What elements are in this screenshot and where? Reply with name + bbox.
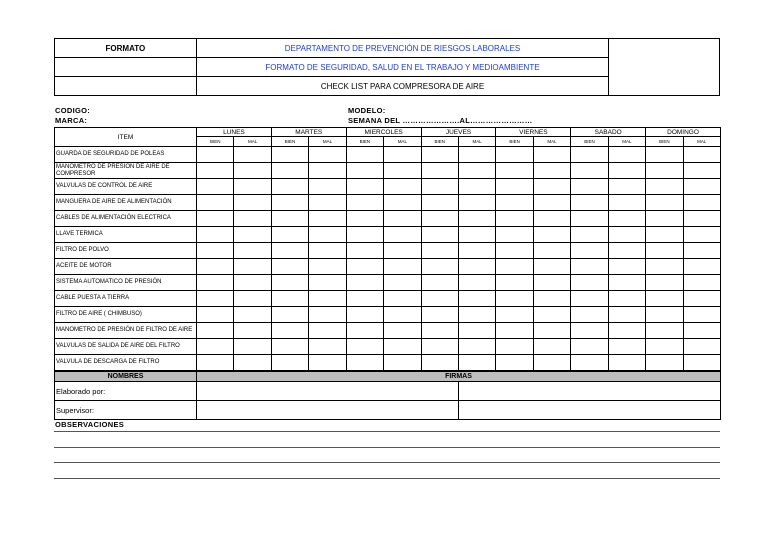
mal-check-cell[interactable] bbox=[309, 259, 346, 275]
elaborado-label: Elaborado por: bbox=[55, 382, 197, 401]
observaciones-label: OBSERVACIONES bbox=[55, 420, 125, 429]
bien-check-cell[interactable] bbox=[496, 355, 533, 371]
bien-check-cell[interactable] bbox=[571, 275, 608, 291]
mal-check-cell[interactable] bbox=[608, 291, 645, 307]
bien-check-cell[interactable] bbox=[346, 163, 383, 179]
table-row bbox=[55, 227, 721, 243]
bien-check-cell[interactable] bbox=[571, 227, 608, 243]
day-header: VIERNES bbox=[496, 128, 571, 137]
mal-check-cell[interactable] bbox=[608, 307, 645, 323]
mal-check-cell[interactable] bbox=[384, 195, 421, 211]
bien-check-cell[interactable] bbox=[271, 179, 308, 195]
mal-check-cell[interactable] bbox=[458, 307, 495, 323]
bien-check-cell[interactable] bbox=[346, 195, 383, 211]
mal-check-cell[interactable] bbox=[234, 259, 271, 275]
mal-check-cell[interactable] bbox=[683, 211, 720, 227]
mal-check-cell[interactable] bbox=[683, 227, 720, 243]
mal-check-cell[interactable] bbox=[533, 339, 570, 355]
mal-check-cell[interactable] bbox=[234, 291, 271, 307]
bien-check-cell[interactable] bbox=[646, 307, 683, 323]
table-row bbox=[55, 179, 721, 195]
mal-check-cell[interactable] bbox=[384, 307, 421, 323]
mal-check-cell[interactable] bbox=[533, 243, 570, 259]
bien-check-cell[interactable] bbox=[346, 147, 383, 163]
bien-check-cell[interactable] bbox=[197, 227, 234, 243]
bien-check-cell[interactable] bbox=[496, 227, 533, 243]
checklist-title: CHECK LIST PARA COMPRESORA DE AIRE bbox=[196, 77, 608, 96]
bien-subheader: BIEN bbox=[421, 137, 458, 147]
bien-check-cell[interactable] bbox=[421, 339, 458, 355]
mal-check-cell[interactable] bbox=[309, 323, 346, 339]
supervisor-signature-field[interactable] bbox=[459, 401, 721, 420]
bien-check-cell[interactable] bbox=[646, 147, 683, 163]
mal-check-cell[interactable] bbox=[608, 179, 645, 195]
bien-check-cell[interactable] bbox=[271, 211, 308, 227]
mal-check-cell[interactable] bbox=[458, 355, 495, 371]
mal-check-cell[interactable] bbox=[309, 147, 346, 163]
bien-check-cell[interactable] bbox=[421, 291, 458, 307]
mal-check-cell[interactable] bbox=[458, 227, 495, 243]
bien-check-cell[interactable] bbox=[496, 211, 533, 227]
bien-check-cell[interactable] bbox=[496, 179, 533, 195]
bien-check-cell[interactable] bbox=[496, 323, 533, 339]
table-row bbox=[55, 291, 721, 307]
mal-check-cell[interactable] bbox=[309, 355, 346, 371]
mal-check-cell[interactable] bbox=[533, 179, 570, 195]
bien-check-cell[interactable] bbox=[646, 355, 683, 371]
bien-check-cell[interactable] bbox=[571, 211, 608, 227]
elaborado-name-field[interactable] bbox=[197, 382, 459, 401]
mal-check-cell[interactable] bbox=[533, 307, 570, 323]
mal-check-cell[interactable] bbox=[458, 275, 495, 291]
bien-check-cell[interactable] bbox=[646, 275, 683, 291]
mal-check-cell[interactable] bbox=[309, 179, 346, 195]
bien-check-cell[interactable] bbox=[346, 307, 383, 323]
bien-check-cell[interactable] bbox=[421, 355, 458, 371]
mal-check-cell[interactable] bbox=[683, 307, 720, 323]
mal-check-cell[interactable] bbox=[309, 227, 346, 243]
bien-check-cell[interactable] bbox=[346, 275, 383, 291]
bien-check-cell[interactable] bbox=[197, 147, 234, 163]
mal-check-cell[interactable] bbox=[384, 163, 421, 179]
bien-check-cell[interactable] bbox=[496, 275, 533, 291]
mal-check-cell[interactable] bbox=[608, 163, 645, 179]
bien-subheader: BIEN bbox=[571, 137, 608, 147]
semana-label: SEMANA DEL ………………….AL…………………… bbox=[348, 116, 533, 125]
item-label: MANOMETRO DE PRESIÓN DE FILTRO DE AIRE bbox=[55, 323, 197, 339]
bien-check-cell[interactable] bbox=[197, 179, 234, 195]
bien-check-cell[interactable] bbox=[421, 227, 458, 243]
mal-check-cell[interactable] bbox=[608, 147, 645, 163]
header-table bbox=[54, 38, 720, 96]
bien-check-cell[interactable] bbox=[421, 243, 458, 259]
nombres-header: NOMBRES bbox=[55, 372, 197, 382]
bien-check-cell[interactable] bbox=[496, 147, 533, 163]
supervisor-label: Supervisor: bbox=[55, 401, 197, 420]
mal-check-cell[interactable] bbox=[458, 195, 495, 211]
bien-check-cell[interactable] bbox=[271, 323, 308, 339]
mal-check-cell[interactable] bbox=[533, 323, 570, 339]
mal-check-cell[interactable] bbox=[608, 259, 645, 275]
bien-check-cell[interactable] bbox=[197, 195, 234, 211]
bien-check-cell[interactable] bbox=[496, 163, 533, 179]
mal-check-cell[interactable] bbox=[533, 211, 570, 227]
mal-check-cell[interactable] bbox=[458, 179, 495, 195]
bien-check-cell[interactable] bbox=[571, 355, 608, 371]
item-label: GUARDA DE SEGURIDAD DE POLEAS bbox=[55, 147, 197, 163]
bien-check-cell[interactable] bbox=[197, 163, 234, 179]
mal-check-cell[interactable] bbox=[683, 275, 720, 291]
mal-check-cell[interactable] bbox=[608, 211, 645, 227]
bien-check-cell[interactable] bbox=[646, 195, 683, 211]
bien-check-cell[interactable] bbox=[421, 147, 458, 163]
mal-check-cell[interactable] bbox=[309, 275, 346, 291]
mal-check-cell[interactable] bbox=[608, 339, 645, 355]
bien-check-cell[interactable] bbox=[571, 323, 608, 339]
bien-check-cell[interactable] bbox=[421, 307, 458, 323]
bien-check-cell[interactable] bbox=[346, 339, 383, 355]
bien-check-cell[interactable] bbox=[271, 259, 308, 275]
mal-check-cell[interactable] bbox=[384, 275, 421, 291]
mal-check-cell[interactable] bbox=[533, 291, 570, 307]
mal-check-cell[interactable] bbox=[309, 291, 346, 307]
bien-check-cell[interactable] bbox=[271, 307, 308, 323]
bien-check-cell[interactable] bbox=[496, 339, 533, 355]
bien-check-cell[interactable] bbox=[197, 323, 234, 339]
table-row bbox=[55, 243, 721, 259]
bien-check-cell[interactable] bbox=[421, 259, 458, 275]
mal-check-cell[interactable] bbox=[683, 195, 720, 211]
mal-check-cell[interactable] bbox=[234, 227, 271, 243]
bien-check-cell[interactable] bbox=[346, 227, 383, 243]
mal-check-cell[interactable] bbox=[608, 227, 645, 243]
table-row bbox=[55, 163, 721, 179]
day-header: SABADO bbox=[571, 128, 646, 137]
bien-check-cell[interactable] bbox=[421, 195, 458, 211]
bien-subheader: BIEN bbox=[496, 137, 533, 147]
mal-check-cell[interactable] bbox=[533, 147, 570, 163]
codigo-label: CODIGO: bbox=[55, 106, 91, 115]
bien-check-cell[interactable] bbox=[646, 211, 683, 227]
mal-check-cell[interactable] bbox=[533, 259, 570, 275]
mal-check-cell[interactable] bbox=[608, 195, 645, 211]
bien-check-cell[interactable] bbox=[197, 243, 234, 259]
item-label: SISTEMA AUTOMATICO DE PRESIÓN bbox=[55, 275, 197, 291]
bien-check-cell[interactable] bbox=[646, 163, 683, 179]
day-header: JUEVES bbox=[421, 128, 496, 137]
bien-check-cell[interactable] bbox=[496, 243, 533, 259]
mal-check-cell[interactable] bbox=[683, 243, 720, 259]
bien-subheader: BIEN bbox=[346, 137, 383, 147]
bien-check-cell[interactable] bbox=[346, 323, 383, 339]
bien-subheader: BIEN bbox=[197, 137, 234, 147]
day-header: DOMINGO bbox=[646, 128, 721, 137]
bien-check-cell[interactable] bbox=[421, 163, 458, 179]
table-row bbox=[55, 195, 721, 211]
mal-check-cell[interactable] bbox=[683, 179, 720, 195]
bien-check-cell[interactable] bbox=[346, 179, 383, 195]
mal-check-cell[interactable] bbox=[683, 291, 720, 307]
bien-check-cell[interactable] bbox=[346, 291, 383, 307]
mal-check-cell[interactable] bbox=[384, 291, 421, 307]
item-label: CABLES DE ALIMENTACIÓN ELECTRICA bbox=[55, 211, 197, 227]
bien-check-cell[interactable] bbox=[571, 291, 608, 307]
table-row bbox=[55, 355, 721, 371]
supervisor-name-field[interactable] bbox=[197, 401, 459, 420]
mal-check-cell[interactable] bbox=[309, 211, 346, 227]
bien-check-cell[interactable] bbox=[271, 355, 308, 371]
mal-check-cell[interactable] bbox=[683, 355, 720, 371]
mal-check-cell[interactable] bbox=[234, 307, 271, 323]
bien-subheader: BIEN bbox=[646, 137, 683, 147]
logo-box bbox=[609, 39, 720, 96]
bien-check-cell[interactable] bbox=[271, 227, 308, 243]
mal-check-cell[interactable] bbox=[458, 163, 495, 179]
mal-check-cell[interactable] bbox=[384, 339, 421, 355]
table-row bbox=[55, 323, 721, 339]
bien-check-cell[interactable] bbox=[421, 211, 458, 227]
mal-check-cell[interactable] bbox=[234, 195, 271, 211]
firmas-header: FIRMAS bbox=[197, 372, 721, 382]
bien-check-cell[interactable] bbox=[571, 147, 608, 163]
bien-check-cell[interactable] bbox=[197, 307, 234, 323]
bien-check-cell[interactable] bbox=[197, 291, 234, 307]
day-header: MARTES bbox=[271, 128, 346, 137]
mal-subheader: MAL bbox=[384, 137, 421, 147]
mal-check-cell[interactable] bbox=[309, 163, 346, 179]
bien-check-cell[interactable] bbox=[271, 243, 308, 259]
header-empty-cell bbox=[55, 58, 197, 77]
bien-check-cell[interactable] bbox=[571, 195, 608, 211]
mal-check-cell[interactable] bbox=[309, 243, 346, 259]
mal-check-cell[interactable] bbox=[384, 211, 421, 227]
mal-check-cell[interactable] bbox=[533, 163, 570, 179]
mal-check-cell[interactable] bbox=[234, 147, 271, 163]
header-empty-cell bbox=[55, 77, 197, 96]
item-label: FILTRO DE POLVO bbox=[55, 243, 197, 259]
mal-check-cell[interactable] bbox=[309, 307, 346, 323]
table-row bbox=[55, 275, 721, 291]
table-row bbox=[55, 259, 721, 275]
mal-check-cell[interactable] bbox=[234, 355, 271, 371]
bien-check-cell[interactable] bbox=[571, 243, 608, 259]
bien-check-cell[interactable] bbox=[197, 355, 234, 371]
mal-check-cell[interactable] bbox=[384, 243, 421, 259]
bien-check-cell[interactable] bbox=[646, 339, 683, 355]
mal-subheader: MAL bbox=[458, 137, 495, 147]
bien-check-cell[interactable] bbox=[346, 259, 383, 275]
bien-check-cell[interactable] bbox=[571, 307, 608, 323]
item-label: ACEITE DE MOTOR bbox=[55, 259, 197, 275]
bien-check-cell[interactable] bbox=[421, 179, 458, 195]
mal-check-cell[interactable] bbox=[683, 163, 720, 179]
bien-check-cell[interactable] bbox=[496, 195, 533, 211]
day-header: LUNES bbox=[197, 128, 272, 137]
mal-check-cell[interactable] bbox=[234, 323, 271, 339]
bien-check-cell[interactable] bbox=[646, 179, 683, 195]
bien-check-cell[interactable] bbox=[271, 147, 308, 163]
bien-check-cell[interactable] bbox=[646, 259, 683, 275]
bien-check-cell[interactable] bbox=[271, 163, 308, 179]
item-label: LLAVE TERMICA bbox=[55, 227, 197, 243]
modelo-label: MODELO: bbox=[348, 106, 386, 115]
mal-check-cell[interactable] bbox=[458, 323, 495, 339]
bien-check-cell[interactable] bbox=[197, 275, 234, 291]
observation-line[interactable] bbox=[54, 462, 720, 463]
marca-label: MARCA: bbox=[55, 116, 88, 125]
mal-check-cell[interactable] bbox=[384, 259, 421, 275]
observation-line[interactable] bbox=[54, 447, 720, 448]
elaborado-signature-field[interactable] bbox=[459, 382, 721, 401]
mal-subheader: MAL bbox=[608, 137, 645, 147]
mal-check-cell[interactable] bbox=[683, 147, 720, 163]
mal-check-cell[interactable] bbox=[683, 259, 720, 275]
mal-check-cell[interactable] bbox=[309, 195, 346, 211]
form-subtitle: FORMATO DE SEGURIDAD, SALUD EN EL TRABAJO Y MEDIOAMBIENTE bbox=[196, 58, 608, 77]
table-row bbox=[55, 147, 721, 163]
bien-check-cell[interactable] bbox=[271, 339, 308, 355]
day-header: MIERCOLES bbox=[346, 128, 421, 137]
bien-check-cell[interactable] bbox=[571, 163, 608, 179]
bien-check-cell[interactable] bbox=[271, 275, 308, 291]
mal-subheader: MAL bbox=[234, 137, 271, 147]
bien-check-cell[interactable] bbox=[646, 243, 683, 259]
bien-check-cell[interactable] bbox=[646, 323, 683, 339]
bien-check-cell[interactable] bbox=[421, 275, 458, 291]
mal-check-cell[interactable] bbox=[608, 323, 645, 339]
bien-subheader: BIEN bbox=[271, 137, 308, 147]
bien-check-cell[interactable] bbox=[197, 339, 234, 355]
item-label: MANGUERA DE AIRE DE ALIMENTACIÓN bbox=[55, 195, 197, 211]
bien-check-cell[interactable] bbox=[271, 195, 308, 211]
mal-check-cell[interactable] bbox=[458, 259, 495, 275]
bien-check-cell[interactable] bbox=[197, 259, 234, 275]
mal-check-cell[interactable] bbox=[533, 195, 570, 211]
mal-check-cell[interactable] bbox=[234, 163, 271, 179]
bien-check-cell[interactable] bbox=[496, 307, 533, 323]
checklist-table bbox=[54, 127, 721, 371]
mal-check-cell[interactable] bbox=[384, 147, 421, 163]
mal-check-cell[interactable] bbox=[533, 275, 570, 291]
observation-line[interactable] bbox=[54, 478, 720, 479]
item-label: MANOMETRO DE PRESIÓN DE AIRE DE COMPRESOR bbox=[55, 163, 197, 179]
mal-subheader: MAL bbox=[309, 137, 346, 147]
bien-check-cell[interactable] bbox=[421, 323, 458, 339]
bien-check-cell[interactable] bbox=[571, 339, 608, 355]
bien-check-cell[interactable] bbox=[571, 179, 608, 195]
bien-check-cell[interactable] bbox=[646, 291, 683, 307]
mal-check-cell[interactable] bbox=[384, 227, 421, 243]
table-row bbox=[55, 339, 721, 355]
mal-check-cell[interactable] bbox=[608, 355, 645, 371]
mal-check-cell[interactable] bbox=[384, 323, 421, 339]
observation-line[interactable] bbox=[54, 431, 720, 432]
mal-check-cell[interactable] bbox=[458, 147, 495, 163]
mal-check-cell[interactable] bbox=[234, 211, 271, 227]
mal-check-cell[interactable] bbox=[608, 243, 645, 259]
item-label: VALVULAS DE CONTROL DE AIRE bbox=[55, 179, 197, 195]
table-row bbox=[55, 307, 721, 323]
bien-check-cell[interactable] bbox=[496, 291, 533, 307]
mal-check-cell[interactable] bbox=[458, 339, 495, 355]
bien-check-cell[interactable] bbox=[496, 259, 533, 275]
mal-subheader: MAL bbox=[533, 137, 570, 147]
bien-check-cell[interactable] bbox=[346, 243, 383, 259]
table-row bbox=[55, 211, 721, 227]
mal-check-cell[interactable] bbox=[234, 243, 271, 259]
mal-check-cell[interactable] bbox=[608, 275, 645, 291]
bien-check-cell[interactable] bbox=[646, 227, 683, 243]
item-label: FILTRO DE AIRE ( CHIMBUSO) bbox=[55, 307, 197, 323]
bien-check-cell[interactable] bbox=[346, 355, 383, 371]
mal-check-cell[interactable] bbox=[384, 179, 421, 195]
mal-check-cell[interactable] bbox=[384, 355, 421, 371]
item-label: VALVULAS DE SALIDA DE AIRE DEL FILTRO bbox=[55, 339, 197, 355]
mal-check-cell[interactable] bbox=[533, 355, 570, 371]
bien-check-cell[interactable] bbox=[197, 211, 234, 227]
mal-check-cell[interactable] bbox=[234, 179, 271, 195]
mal-check-cell[interactable] bbox=[458, 211, 495, 227]
mal-check-cell[interactable] bbox=[234, 275, 271, 291]
bien-check-cell[interactable] bbox=[346, 211, 383, 227]
mal-subheader: MAL bbox=[683, 137, 720, 147]
item-header: ITEM bbox=[55, 128, 197, 147]
mal-check-cell[interactable] bbox=[683, 339, 720, 355]
signatures-table bbox=[54, 371, 721, 420]
mal-check-cell[interactable] bbox=[309, 339, 346, 355]
mal-check-cell[interactable] bbox=[533, 227, 570, 243]
mal-check-cell[interactable] bbox=[458, 291, 495, 307]
bien-check-cell[interactable] bbox=[571, 259, 608, 275]
item-label: VALVULA DE DESCARGA DE FILTRO bbox=[55, 355, 197, 371]
mal-check-cell[interactable] bbox=[458, 243, 495, 259]
department-title: DEPARTAMENTO DE PREVENCIÓN DE RIESGOS LABORALES bbox=[196, 39, 608, 58]
mal-check-cell[interactable] bbox=[683, 323, 720, 339]
item-label: CABLE PUESTA A TIERRA bbox=[55, 291, 197, 307]
bien-check-cell[interactable] bbox=[271, 291, 308, 307]
mal-check-cell[interactable] bbox=[234, 339, 271, 355]
formato-label: FORMATO bbox=[55, 39, 197, 58]
